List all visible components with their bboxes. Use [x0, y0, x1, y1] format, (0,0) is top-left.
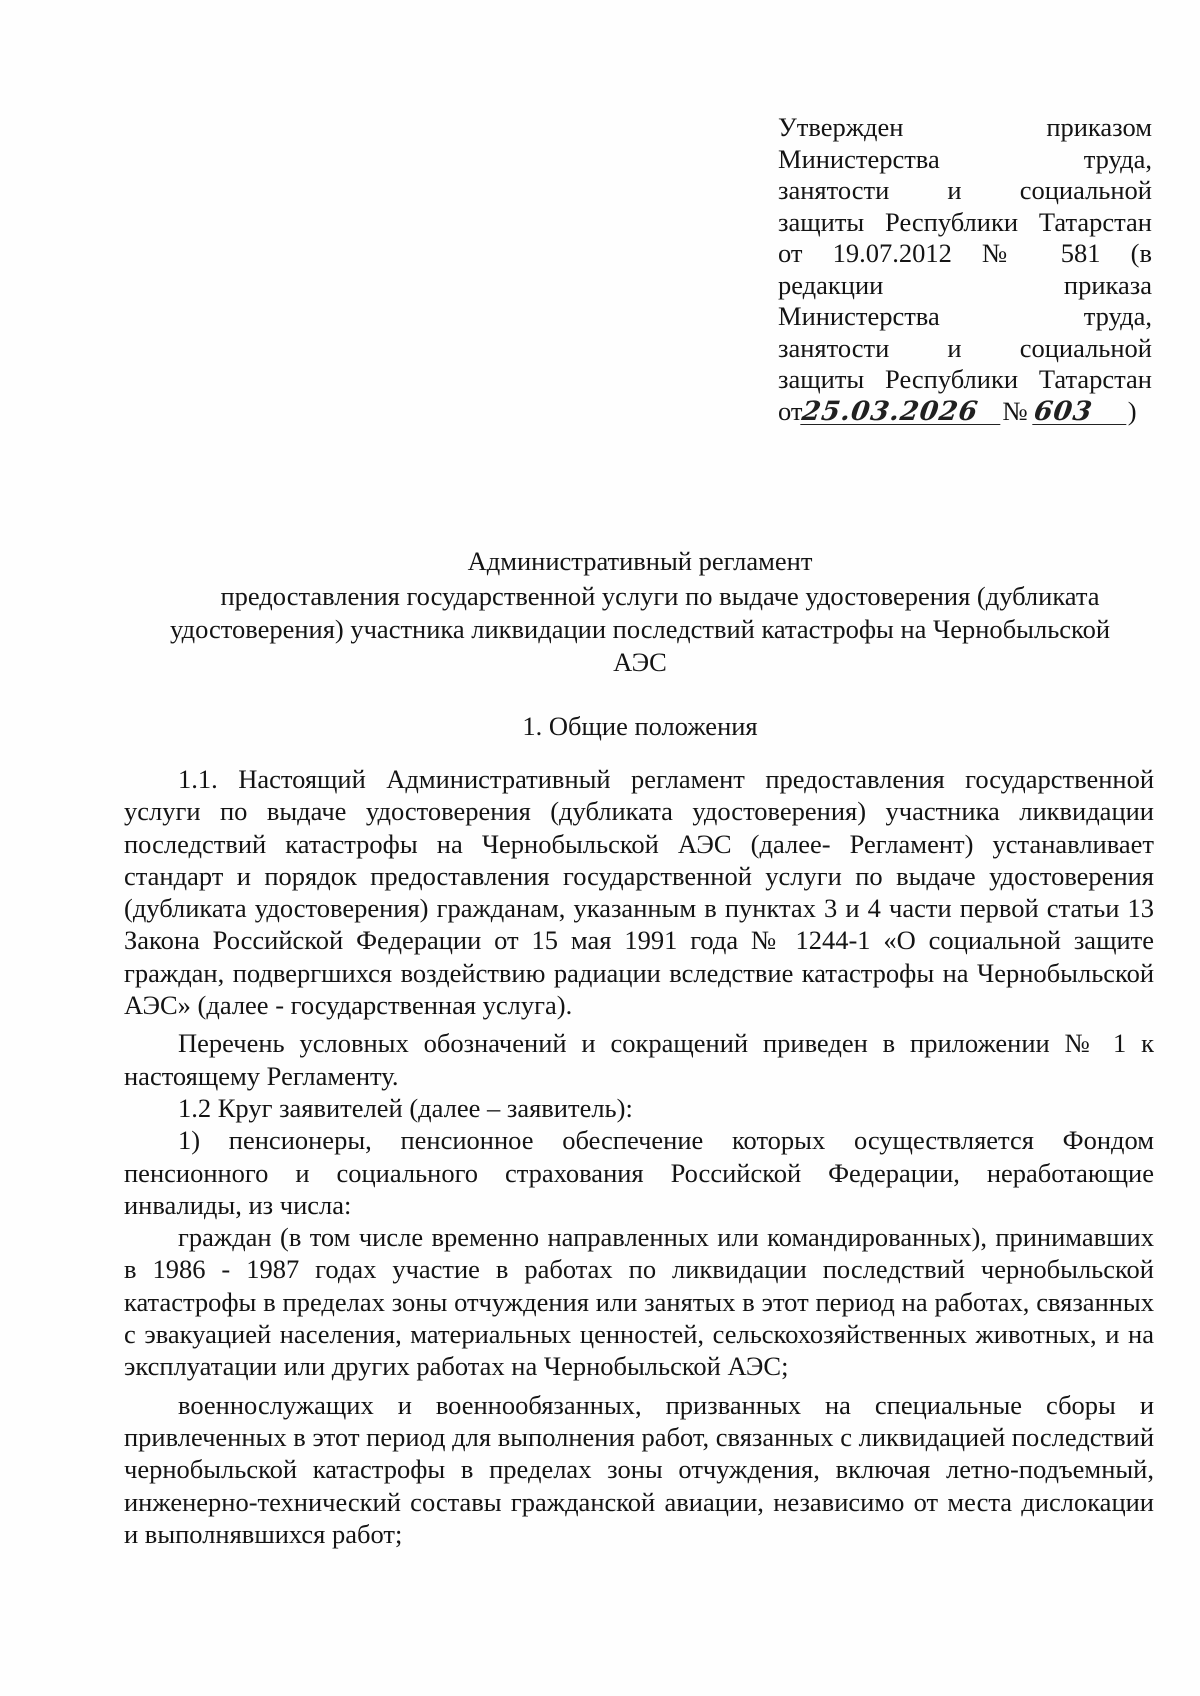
approval-line: защиты Республики Татарстан [778, 206, 1152, 237]
closing-parenthesis: ) [1127, 395, 1137, 426]
approval-line: Министерства труда, [778, 301, 1152, 331]
document-subtitle-line: удостоверения) участника ликвидации последствий катастрофы на Чернобыльской [170, 614, 1110, 644]
approval-line: от 19.07.2012 № 581 (в [778, 238, 1152, 268]
paragraph: военнослужащих и военнообязанных, призванных на специальные сборы и привлеченных в этот период для выполнения работ, связанных с ликвидацией последствий чернобыльской катастрофы в пределах зоны отчуждения, включая летно-подъемный, инженерно-технический составы гражданской авиации, независимо от места дислокации и выполнявшихся работ; [124, 1389, 1154, 1549]
approval-line: занятости и социальной [778, 332, 1152, 363]
approval-line: Министерства труда, [778, 143, 1152, 174]
approval-from-prefix: от [778, 395, 803, 426]
paragraph: 1.2 Круг заявителей (далее – заявитель): [178, 1092, 633, 1123]
approval-stamp-block [778, 112, 1152, 427]
paragraph: граждан (в том числе временно направленных или командированных), принимавших в 1986 - 1987 годах участие в работах по ликвидации последствий чернобыльской катастрофы в пределах зоны отчуждения или занятых в этот период на работах, связанных с эвакуацией населения, материальных ценностей, сельскохозяйственных животных, и на эксплуатации или других работах на Чернобыльской АЭС; [124, 1222, 1154, 1382]
approval-line: защиты Республики Татарстан [778, 364, 1152, 394]
approval-line: редакции приказа [778, 269, 1152, 300]
document-subtitle-line: АЭС [613, 647, 667, 677]
number-sign: № [1002, 395, 1028, 426]
paragraph: 1) пенсионеры, пенсионное обеспечение которых осуществляется Фондом пенсионного и социального страхования Российской Федерации, неработающие инвалиды, из числа: [124, 1125, 1154, 1220]
handwritten-order-number: 603 [1032, 400, 1130, 425]
handwritten-date: 25.03.2026 [801, 400, 1005, 425]
document-body [124, 763, 1154, 1550]
document-subtitle-line: предоставления государственной услуги по выдаче удостоверения (дубликата [220, 581, 1100, 611]
paragraph: Перечень условных обозначений и сокращений приведен в приложении № 1 к настоящему Регламенту. [124, 1028, 1154, 1091]
section-heading: 1. Общие положения [522, 711, 758, 741]
approval-signature-line [778, 396, 1152, 428]
approval-line: Утвержден приказом [778, 112, 1152, 142]
paragraph: 1.1. Настоящий Административный регламент предоставления государственной услуги по выдаче удостоверения (дубликата удостоверения) участника ликвидации последствий катастрофы на Чернобыльской АЭС (далее- Регламент) устанавливает стандарт и порядок предоставления государственной услуги по выдаче удостоверения (дубликата удостоверения) гражданам, указанным в пунктах 3 и 4 части первой статьи 13 Закона Российской Федерации от 15 мая 1991 года № 1244-1 «О социальной защите граждан, подвергшихся воздействию радиации вследствие катастрофы на Чернобыльской АЭС» (далее - государственная услуга). [124, 764, 1154, 1021]
approval-line: занятости и социальной [778, 175, 1152, 205]
document-title: Административный регламент [467, 546, 813, 576]
